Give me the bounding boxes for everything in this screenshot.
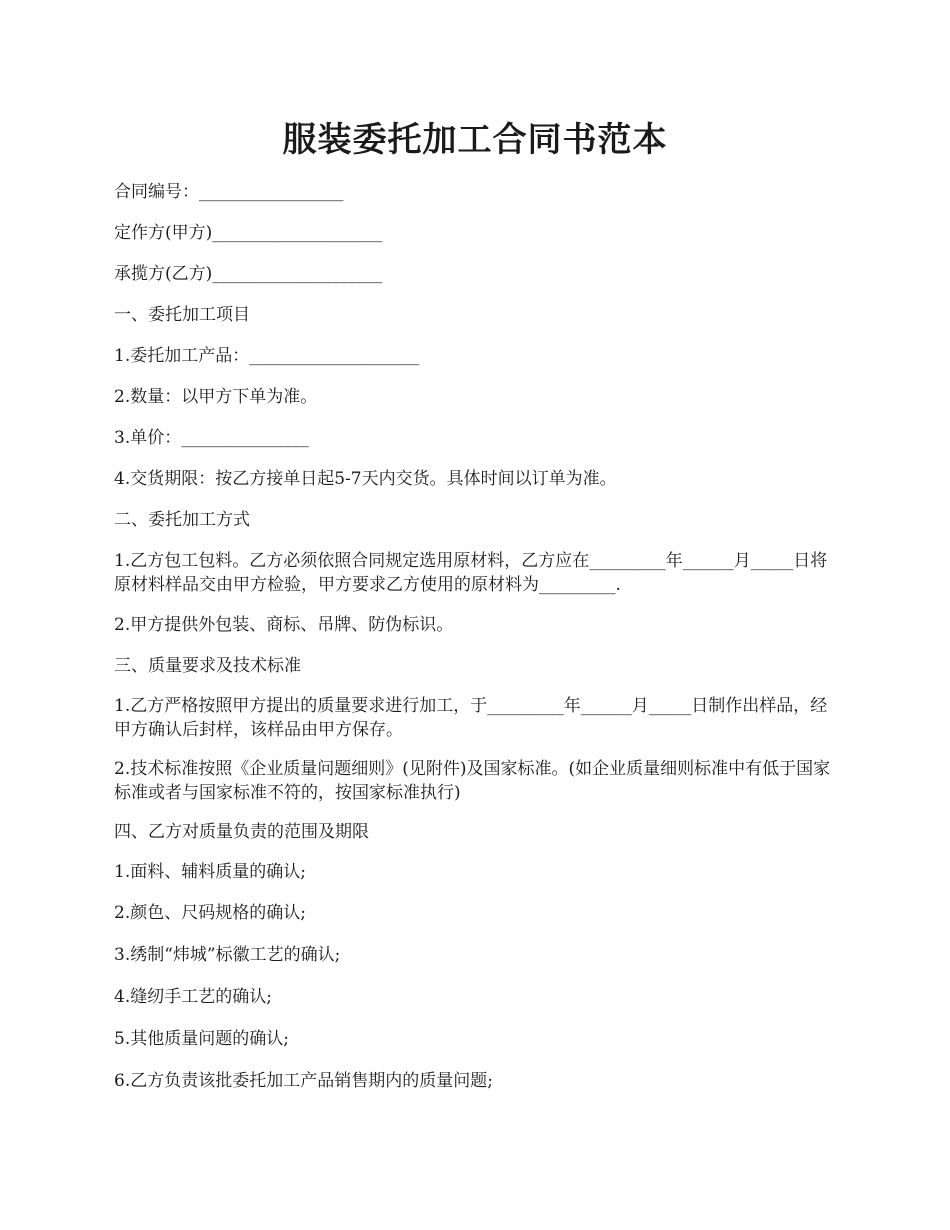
clause-3-1: 1.乙方严格按照甲方提出的质量要求进行加工，于_________年______月_____日制作出样品，经甲方确认后封样，该样品由甲方保存。 — [114, 696, 828, 740]
clause-4-6: 6.乙方负责该批委托加工产品销售期内的质量问题; — [114, 1071, 493, 1091]
clause-4-2: 2.颜色、尺码规格的确认; — [114, 903, 306, 923]
party-a-line: 定作方(甲方)____________________ — [114, 223, 383, 243]
section-heading-1: 一、委托加工项目 — [114, 305, 250, 325]
document-title: 服装委托加工合同书范本 — [282, 120, 668, 160]
clause-4-1: 1.面料、辅料质量的确认; — [114, 862, 306, 882]
section-heading-2: 二、委托加工方式 — [114, 510, 250, 530]
clause-1-1: 1.委托加工产品：____________________ — [114, 346, 420, 366]
contract-number-line: 合同编号：_________________ — [114, 182, 344, 202]
clause-3-2: 2.技术标准按照《企业质量问题细则》(见附件)及国家标准。(如企业质量细则标准中有低于国家标准或者与国家标准不符的，按国家标准执行) — [114, 759, 831, 803]
section-heading-3: 三、质量要求及技术标准 — [114, 656, 301, 676]
clause-1-4: 4.交货期限：按乙方接单日起5-7天内交货。具体时间以订单为准。 — [114, 469, 617, 489]
clause-2-1: 1.乙方包工包料。乙方必须依照合同规定选用原材料，乙方应在_________年______月_____日将原材料样品交由甲方检验，甲方要求乙方使用的原材料为_________. — [114, 551, 828, 595]
party-b-line: 承揽方(乙方)____________________ — [114, 264, 383, 284]
clause-1-2: 2.数量：以甲方下单为准。 — [114, 387, 318, 407]
clause-4-5: 5.其他质量问题的确认; — [114, 1029, 289, 1049]
section-heading-4: 四、乙方对质量负责的范围及期限 — [114, 822, 369, 842]
clause-2-2: 2.甲方提供外包装、商标、吊牌、防伪标识。 — [114, 615, 454, 635]
clause-4-4: 4.缝纫手工艺的确认; — [114, 987, 272, 1007]
clause-4-3: 3.绣制“炜城”标徽工艺的确认; — [114, 945, 341, 965]
clause-1-3: 3.单价：_______________ — [114, 428, 309, 448]
